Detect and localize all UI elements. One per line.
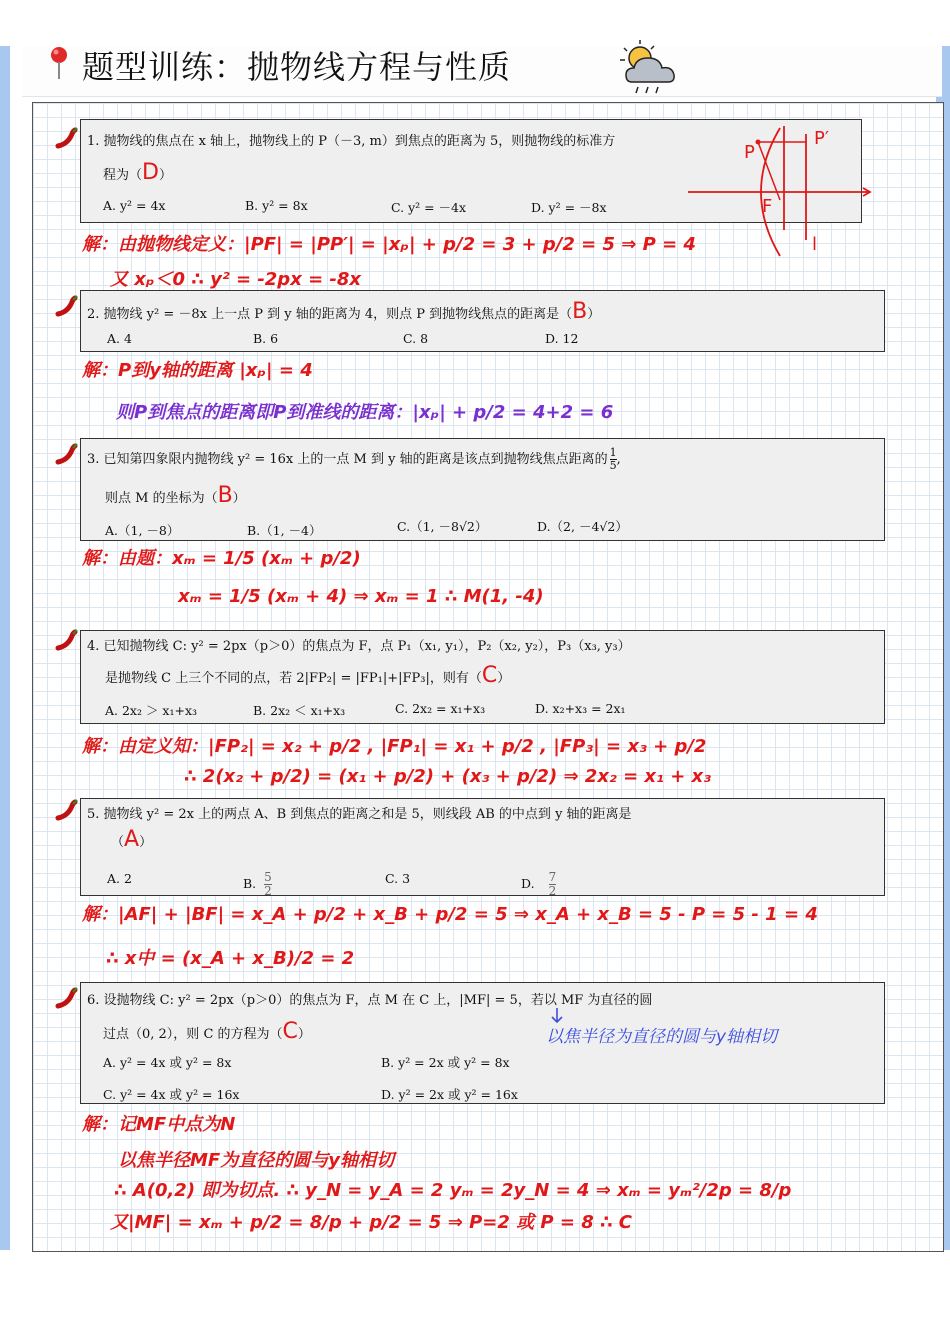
question-stem: 2. 抛物线 y² = －8x 上一点 P 到 y 轴的距离为 4，则点 P 到抛物线焦点的距离是（B） bbox=[87, 299, 601, 324]
page-title: 题型训练：抛物线方程与性质 bbox=[82, 48, 512, 86]
question-stem: 1. 抛物线的焦点在 x 轴上，抛物线上的 P（－3, m）到焦点的距离为 5，则抛物线的标准方 bbox=[87, 134, 616, 149]
question-stem: 5. 抛物线 y² = 2x 上的两点 A、B 到焦点的距离之和是 5，则线段 AB 的中点到 y 轴的距离是 bbox=[87, 807, 632, 822]
option-d: D. y² = 2x 或 y² = 16x bbox=[381, 1087, 518, 1102]
question-box-5 bbox=[80, 798, 885, 896]
option-c: C. y² = 4x 或 y² = 16x bbox=[103, 1087, 240, 1102]
solution-6-line2: 以焦半径MF为直径的圆与y轴相切 bbox=[118, 1150, 394, 1171]
solution-6-line4: 又|MF| = xₘ + p/2 = 8/p + p/2 = 5 ⇒ P=2 或 P = 8 ∴ C bbox=[110, 1212, 633, 1233]
option-b: B. y² = 2x 或 y² = 8x bbox=[381, 1055, 510, 1070]
chili-icon bbox=[54, 986, 78, 1010]
solution-5-line2: ∴ x中 = (x_A + x_B)/2 = 2 bbox=[106, 948, 355, 969]
solution-6-line1: 解：记MF中点为N bbox=[82, 1114, 236, 1135]
handwritten-answer: B bbox=[217, 483, 233, 508]
option-d: D. y² = －8x bbox=[531, 200, 607, 215]
title-bar bbox=[22, 46, 942, 97]
question-stem-line2: （A） bbox=[111, 827, 153, 852]
option-a: A. 4 bbox=[107, 331, 132, 346]
sketch-label-f: F bbox=[762, 196, 773, 217]
handwritten-answer: B bbox=[572, 299, 588, 324]
annotation-note: 以焦半径为直径的圆与y轴相切 bbox=[546, 1027, 778, 1047]
question-stem: 6. 设抛物线 C: y² = 2px（p＞0）的焦点为 F，点 M 在 C 上，|MF| = 5，若以 MF 为直径的圆 bbox=[87, 993, 653, 1008]
option-b: B. $\frac{5}{2}$ bbox=[243, 870, 272, 898]
option-b: B. y² = 8x bbox=[245, 198, 308, 213]
sketch-label-p-prime: P′ bbox=[814, 128, 829, 149]
left-scroll-rail bbox=[0, 46, 10, 1250]
handwritten-answer: D bbox=[142, 160, 159, 185]
parabola-sketch bbox=[680, 120, 880, 260]
question-box-2 bbox=[80, 290, 885, 352]
handwritten-answer: C bbox=[282, 1019, 298, 1044]
pin-icon bbox=[48, 46, 70, 80]
sketch-label-p: P bbox=[744, 142, 755, 163]
option-d: D. x₂+x₃ = 2x₁ bbox=[535, 701, 626, 716]
option-a: A. 2 bbox=[107, 871, 132, 886]
question-box-3 bbox=[80, 438, 885, 541]
question-stem: 4. 已知抛物线 C: y² = 2px（p＞0）的焦点为 F，点 P₁（x₁, y₁），P₂（x₂, y₂），P₃（x₃, y₃） bbox=[87, 639, 631, 654]
option-c: C. 3 bbox=[385, 871, 411, 886]
solution-2-line2: 则P到焦点的距离即P到准线的距离：|xₚ| + p/2 = 4+2 = 6 bbox=[116, 402, 614, 423]
chili-icon bbox=[54, 126, 78, 150]
question-stem-line2: 过点（0, 2），则 C 的方程为（C） bbox=[103, 1019, 311, 1044]
solution-1-line2: 又 xₚ＜0 ∴ y² = -2px = -8x bbox=[110, 269, 362, 290]
cloud-sun-icon bbox=[610, 38, 690, 98]
option-c: C. 2x₂ = x₁+x₃ bbox=[395, 701, 486, 716]
option-a: A. y² = 4x bbox=[103, 198, 166, 213]
question-stem: 3. 已知第四象限内抛物线 y² = 16x 上的一点 M 到 y 轴的距离是该点到抛物线焦点距离的 $\frac{1}{5}$ , bbox=[87, 446, 621, 472]
question-box-4 bbox=[80, 630, 885, 724]
option-b: B.（1, －4） bbox=[247, 523, 322, 538]
sketch-label-l: l bbox=[812, 234, 818, 255]
option-c: C. 8 bbox=[403, 331, 429, 346]
solution-4-line2: ∴ 2(x₂ + p/2) = (x₁ + p/2) + (x₃ + p/2) ⇒ 2x₂ = x₁ + x₃ bbox=[184, 766, 712, 787]
option-d: D.（2, －4√2） bbox=[537, 519, 628, 534]
option-a: A.（1, －8） bbox=[105, 523, 180, 538]
chili-icon bbox=[54, 798, 78, 822]
handwritten-answer: A bbox=[124, 827, 140, 852]
solution-4-line1: 解：由定义知：|FP₂| = x₂ + p/2 , |FP₁| = x₁ + p/2 , |FP₃| = x₃ + p/2 bbox=[82, 736, 707, 757]
handwritten-answer: C bbox=[481, 663, 498, 688]
question-stem-line2: 则点 M 的坐标为（B） bbox=[105, 483, 246, 508]
solution-5-line1: 解：|AF| + |BF| = x_A + p/2 + x_B + p/2 = 5 ⇒ x_A + x_B = 5 - P = 5 - 1 = 4 bbox=[82, 904, 818, 925]
option-d: D. $\frac{7}{2}$ bbox=[521, 870, 557, 898]
option-d: D. 12 bbox=[545, 331, 579, 346]
question-stem-line2: 程为（D） bbox=[103, 160, 172, 185]
question-stem-line2: 是抛物线 C 上三个不同的点，若 2|FP₂| = |FP₁|+|FP₃|，则有（C） bbox=[105, 663, 511, 688]
solution-3-line2: xₘ = 1/5 (xₘ + 4) ⇒ xₘ = 1 ∴ M(1, -4) bbox=[178, 586, 544, 607]
solution-2-line1: 解：P到y轴的距离 |xₚ| = 4 bbox=[82, 360, 313, 381]
option-c: C. y² = －4x bbox=[391, 200, 467, 215]
solution-6-line3: ∴ A(0,2) 即为切点. ∴ y_N = y_A = 2 yₘ = 2y_N = 4 ⇒ xₘ = yₘ²/2p = 8/p bbox=[114, 1180, 792, 1201]
option-c: C.（1, －8√2） bbox=[397, 519, 488, 534]
option-a: A. y² = 4x 或 y² = 8x bbox=[103, 1055, 232, 1070]
solution-3-line1: 解：由题：xₘ = 1/5 (xₘ + p/2) bbox=[82, 548, 361, 569]
chili-icon bbox=[54, 294, 78, 318]
solution-1-line1: 解：由抛物线定义：|PF| = |PP′| = |xₚ| + p/2 = 3 + p/2 = 5 ⇒ P = 4 bbox=[82, 234, 696, 255]
chili-icon bbox=[54, 442, 78, 466]
option-b: B. 6 bbox=[253, 331, 279, 346]
option-a: A. 2x₂ ＞ x₁+x₃ bbox=[105, 703, 198, 718]
chili-icon bbox=[54, 628, 78, 652]
option-b: B. 2x₂ ＜ x₁+x₃ bbox=[253, 703, 346, 718]
